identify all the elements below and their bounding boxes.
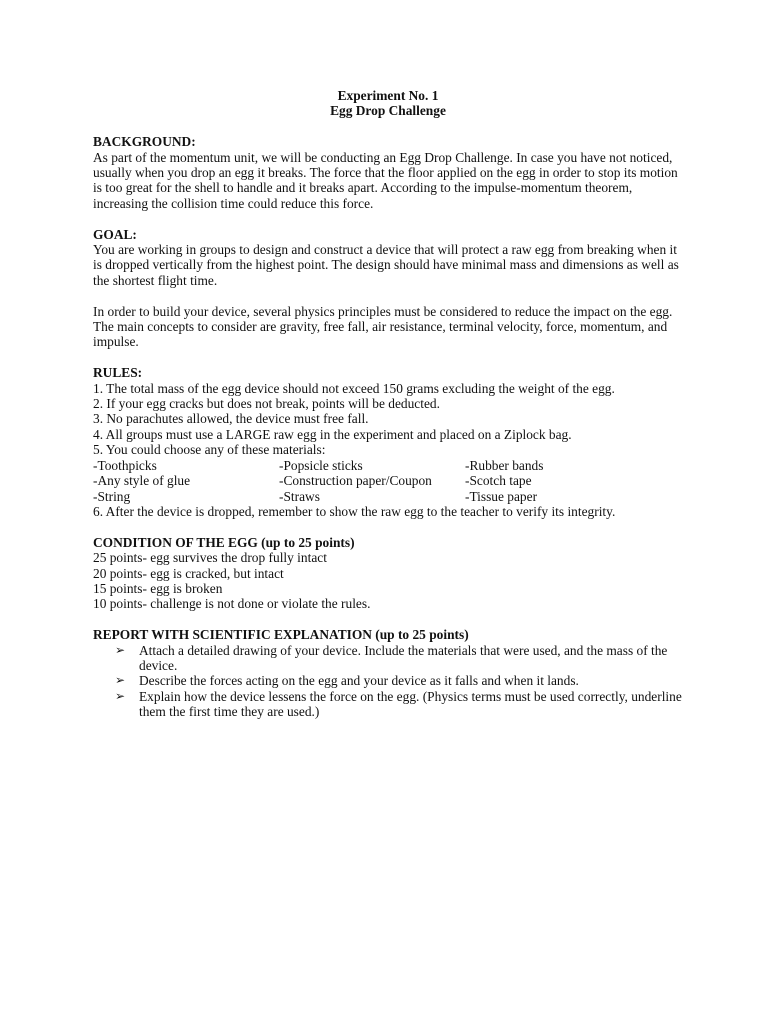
condition-item: 15 points- egg is broken — [93, 580, 223, 596]
document-page — [93, 88, 683, 720]
spacer — [93, 612, 683, 627]
report-item-text: Attach a detailed drawing of your device. Include the materials that were used, and the mass of the device. — [139, 642, 668, 673]
arrow-bullet-icon: ➢ — [115, 642, 126, 657]
goal-section — [93, 227, 683, 350]
report-list — [93, 643, 683, 720]
rule-item: 2. If your egg cracks but does not break, points will be deducted. — [93, 396, 440, 412]
report-item-text: Describe the forces acting on the egg and your device as it falls and when it lands. — [139, 673, 579, 689]
condition-item: 10 points- challenge is not done or violate the rules. — [93, 596, 371, 612]
condition-item: 25 points- egg survives the drop fully intact — [93, 550, 327, 566]
report-item-text: Explain how the device lessens the force on the egg. (Physics terms must be used correctly, underline them the first time they are used.) — [139, 688, 682, 720]
spacer — [93, 211, 683, 226]
background-heading: BACKGROUND: — [93, 134, 196, 150]
rules-section — [93, 365, 683, 519]
material-item: -Rubber bands — [465, 457, 544, 473]
document-subtitle: Egg Drop Challenge — [330, 103, 446, 119]
arrow-bullet-icon: ➢ — [115, 688, 126, 703]
report-item — [93, 689, 683, 720]
material-item: -Scotch tape — [465, 473, 532, 489]
material-item: -Popsicle sticks — [279, 457, 363, 473]
material-item: -String — [93, 488, 131, 504]
goal-paragraph-2: In order to build your device, several physics principles must be considered to reduce the impact on the egg. The main concepts to consider are gravity, free fall, air resistance, terminal velocity, force, momentum, and impulse. — [93, 303, 673, 350]
report-heading: REPORT WITH SCIENTIFIC EXPLANATION (up to 25 points) — [93, 627, 469, 643]
document-title: Experiment No. 1 — [337, 88, 439, 103]
report-item — [93, 643, 683, 674]
report-item — [93, 673, 683, 688]
material-item: -Tissue paper — [465, 488, 538, 504]
rule-item: 1. The total mass of the egg device should not exceed 150 grams excluding the weight of the egg. — [93, 380, 615, 396]
report-section — [93, 627, 683, 719]
background-text: As part of the momentum unit, we will be conducting an Egg Drop Challenge. In case you have not noticed, usually when you drop an egg it breaks. The force that the floor applied on the egg in order to stop its motion is too great for the shell to handle and it breaks apart. According to the impulse-momentum theorem, increasing the collision time could reduce this force. — [93, 149, 678, 211]
spacer — [93, 119, 683, 134]
goal-heading: GOAL: — [93, 226, 137, 242]
arrow-bullet-icon: ➢ — [115, 673, 126, 688]
background-section — [93, 134, 683, 211]
spacer — [93, 350, 683, 365]
materials-row — [93, 458, 683, 473]
spacer — [93, 288, 683, 303]
condition-section — [93, 535, 683, 612]
material-item: -Construction paper/Coupon — [279, 473, 432, 489]
spacer — [93, 519, 683, 534]
rule-item: 5. You could choose any of these materials: — [93, 442, 326, 458]
material-item: -Any style of glue — [93, 473, 191, 489]
material-item: -Straws — [279, 488, 320, 504]
material-item: -Toothpicks — [93, 457, 157, 473]
condition-item: 20 points- egg is cracked, but intact — [93, 565, 284, 581]
rule-item: 4. All groups must use a LARGE raw egg in the experiment and placed on a Ziplock bag. — [93, 426, 572, 442]
condition-heading: CONDITION OF THE EGG (up to 25 points) — [93, 534, 355, 550]
materials-row — [93, 489, 683, 504]
goal-paragraph-1: You are working in groups to design and construct a device that will protect a raw egg from breaking when it is dropped vertically from the highest point. The design should have minimal mass and dimensions as well as the shortest flight time. — [93, 242, 679, 288]
materials-row — [93, 473, 683, 488]
rules-heading: RULES: — [93, 365, 143, 381]
rule-item-final: 6. After the device is dropped, remember to show the raw egg to the teacher to verify its integrity. — [93, 503, 616, 519]
rule-item: 3. No parachutes allowed, the device must free fall. — [93, 411, 369, 427]
